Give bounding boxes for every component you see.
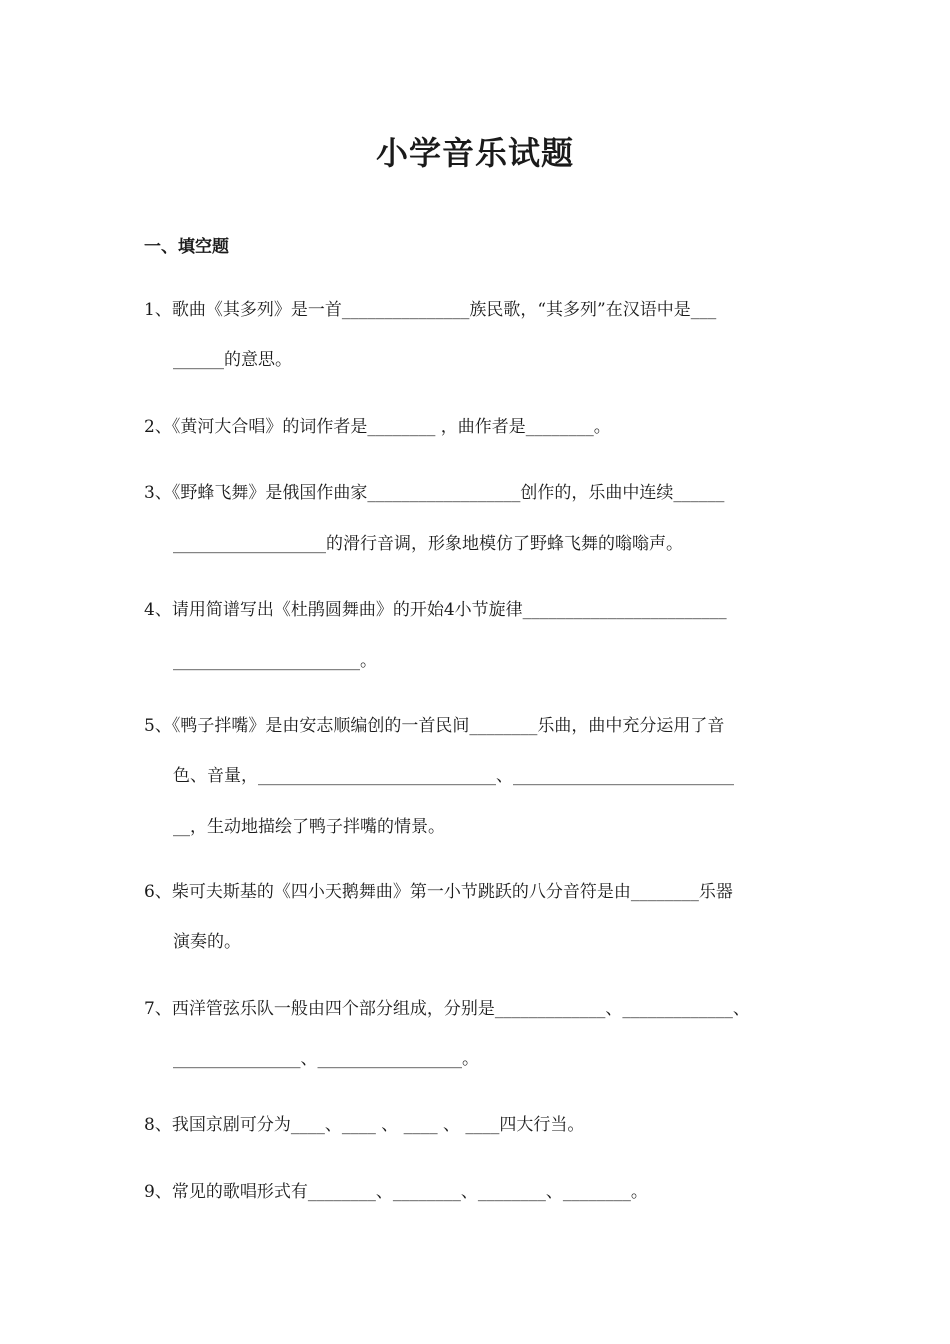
- question-9-line-1: 9、常见的歌唱形式有________、________、________、________。: [144, 1182, 648, 1202]
- question-1-line-1: 1、歌曲《其多列》是一首_______________族民歌，“其多列”在汉语中是___: [144, 300, 717, 320]
- question-3-line-2: __________________的滑行音调，形象地模仿了野蜂飞舞的嗡嗡声。: [173, 534, 683, 554]
- section-heading: 一、填空题: [144, 237, 229, 257]
- question-6-line-1: 6、柴可夫斯基的《四小天鹅舞曲》第一小节跳跃的八分音符是由________乐器: [144, 882, 733, 902]
- question-5-line-2: 色、音量，____________________________、__________________________: [173, 766, 734, 786]
- page-title: 小学音乐试题: [375, 134, 574, 172]
- question-3-line-1: 3、《野蜂飞舞》是俄国作曲家__________________创作的，乐曲中连续______: [144, 483, 725, 503]
- question-8-line-1: 8、我国京剧可分为____、____ 、 ____ 、 ____四大行当。: [144, 1115, 585, 1135]
- question-5-line-3: __，生动地描绘了鸭子拌嘴的情景。: [173, 817, 445, 837]
- question-4-line-1: 4、请用简谱写出《杜鹃圆舞曲》的开始4小节旋律________________________: [144, 600, 727, 620]
- question-4-line-2: ______________________。: [173, 651, 377, 671]
- question-2-line-1: 2、《黄河大合唱》的词作者是________ ，曲作者是________。: [144, 417, 611, 437]
- question-1-line-2: ______的意思。: [173, 350, 292, 370]
- question-5-line-1: 5、《鸭子拌嘴》是由安志顺编创的一首民间________乐曲，曲中充分运用了音: [144, 716, 725, 736]
- question-7-line-1: 7、西洋管弦乐队一般由四个部分组成，分别是_____________、_____________、: [144, 999, 750, 1019]
- question-7-line-2: _______________、_________________。: [173, 1049, 479, 1069]
- question-6-line-2: 演奏的。: [173, 932, 241, 952]
